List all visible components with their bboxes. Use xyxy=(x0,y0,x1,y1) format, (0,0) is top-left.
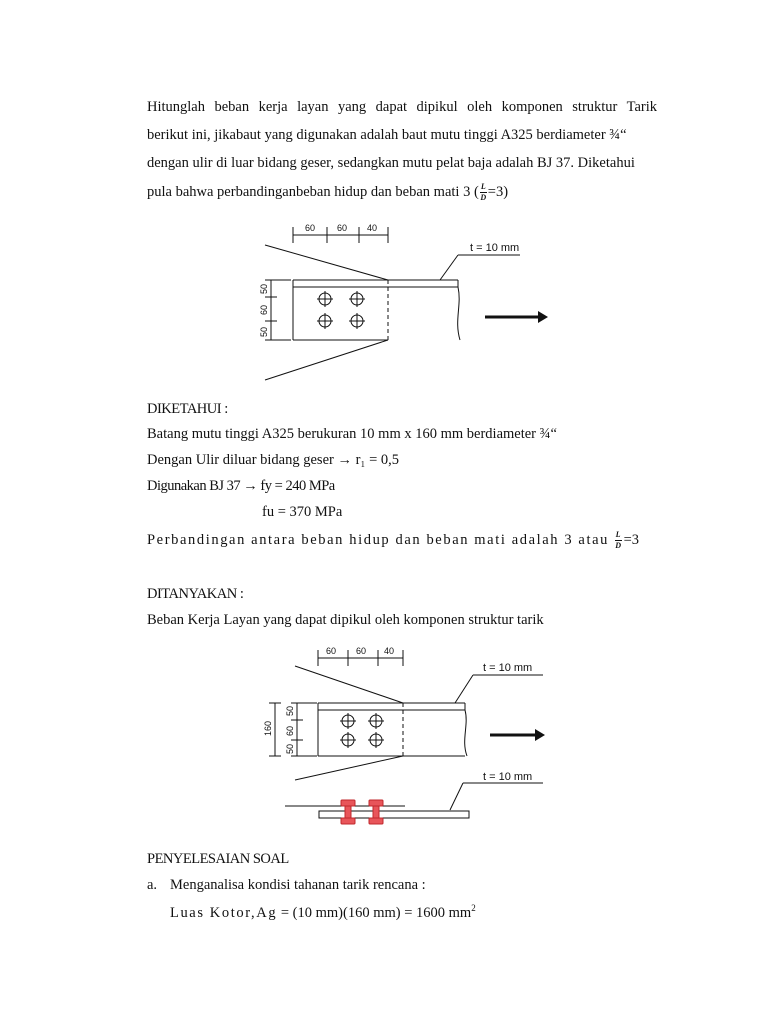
intro-line-3: dengan ulir di luar bidang geser, sedangkan mutu pelat baja adalah BJ 37. Diketahui xyxy=(147,155,635,171)
fraction-numerator: L xyxy=(480,182,486,191)
dim-label-60b: 60 xyxy=(337,223,348,233)
intro-line-4 xyxy=(147,183,508,202)
diketahui-line-2: Dengan Ulir diluar bidang geser → r₁ = 0,5 xyxy=(147,452,400,468)
fraction-denominator: D xyxy=(615,541,623,550)
intro-line-4-text: pula bahwa perbandinganbeban hidup dan beban mati 3 ( xyxy=(147,183,479,200)
side-dim-label: 60 xyxy=(259,304,269,315)
ditanyakan-line-1: Beban Kerja Layan yang dapat dipikul oleh komponen struktur tarik xyxy=(147,612,544,628)
intro-line-2: berikut ini, jikabaut yang digunakan adalah baut mutu tinggi A325 berdiameter ¾“ xyxy=(147,127,627,143)
gross-area-label: Luas Kotor,Ag xyxy=(170,904,278,921)
plate-side-view xyxy=(319,811,469,818)
fraction-denominator: D xyxy=(480,193,487,202)
bolt-group xyxy=(340,713,384,748)
intro-line-1: Hitunglah beban kerja layan yang dapat dipikul oleh komponen struktur Tarik xyxy=(147,99,657,115)
intro-line-4-end: =3) xyxy=(487,183,509,200)
dim-label-60a: 60 xyxy=(326,646,337,656)
bolt-side-view xyxy=(341,800,383,824)
ld-fraction xyxy=(480,183,487,202)
arrowhead xyxy=(535,729,545,741)
gusset-edge-bottom xyxy=(295,756,403,780)
side-dim-label: 50 xyxy=(285,743,295,754)
thickness-leader xyxy=(440,255,458,280)
diketahui-heading: DIKETAHUI : xyxy=(147,401,228,417)
diketahui-line-1: Batang mutu tinggi A325 berukuran 10 mm x 160 mm berdiameter ¾“ xyxy=(147,426,557,442)
dim-label-40: 40 xyxy=(384,646,395,656)
item-a-label: a. xyxy=(147,877,158,893)
connection-figure-1 xyxy=(255,215,555,385)
gusset-edge-top xyxy=(265,245,388,280)
diketahui-line-5 xyxy=(147,531,639,550)
thickness-leader xyxy=(455,675,473,703)
gusset-edge-bottom xyxy=(265,340,388,380)
thickness-leader-bottom xyxy=(450,783,463,810)
dim-label-40: 40 xyxy=(367,223,378,233)
fraction-numerator: L xyxy=(615,530,623,539)
ld-fraction-2 xyxy=(615,531,622,550)
side-dim-label: 50 xyxy=(259,326,269,337)
gusset-edge-top xyxy=(295,666,403,703)
penyelesaian-heading: PENYELESAIAN SOAL xyxy=(147,851,289,867)
side-dim-label: 50 xyxy=(259,283,269,294)
diketahui-line-4: fu = 370 MPa xyxy=(262,504,343,520)
thickness-label: t = 10 mm xyxy=(470,242,520,254)
dim-label-60a: 60 xyxy=(305,223,316,233)
arrowhead xyxy=(538,311,548,323)
gross-area-exponent: 2 xyxy=(471,903,476,913)
thickness-label-top: t = 10 mm xyxy=(483,662,533,674)
connection-figure-2 xyxy=(255,640,565,835)
gross-area-line xyxy=(170,903,476,922)
bolt-group xyxy=(317,291,365,329)
dim-label-60b: 60 xyxy=(356,646,367,656)
side-dim-label: 50 xyxy=(285,705,295,716)
side-dim-label: 60 xyxy=(285,725,295,736)
thickness-label-bottom: t = 10 mm xyxy=(483,771,533,783)
diketahui-line-5-end: =3 xyxy=(623,531,640,548)
ditanyakan-heading: DITANYAKAN : xyxy=(147,586,244,602)
diketahui-line-3: Digunakan BJ 37 → fy = 240 MPa xyxy=(147,478,335,494)
width-dim-label: 160 xyxy=(263,720,273,736)
gross-area-value: = (10 mm)(160 mm) = 1600 mm xyxy=(280,904,472,921)
diketahui-line-5-text: Perbandingan antara beban hidup dan beban mati adalah 3 atau xyxy=(147,531,609,548)
item-a-text: Menganalisa kondisi tahanan tarik rencana : xyxy=(170,877,426,893)
